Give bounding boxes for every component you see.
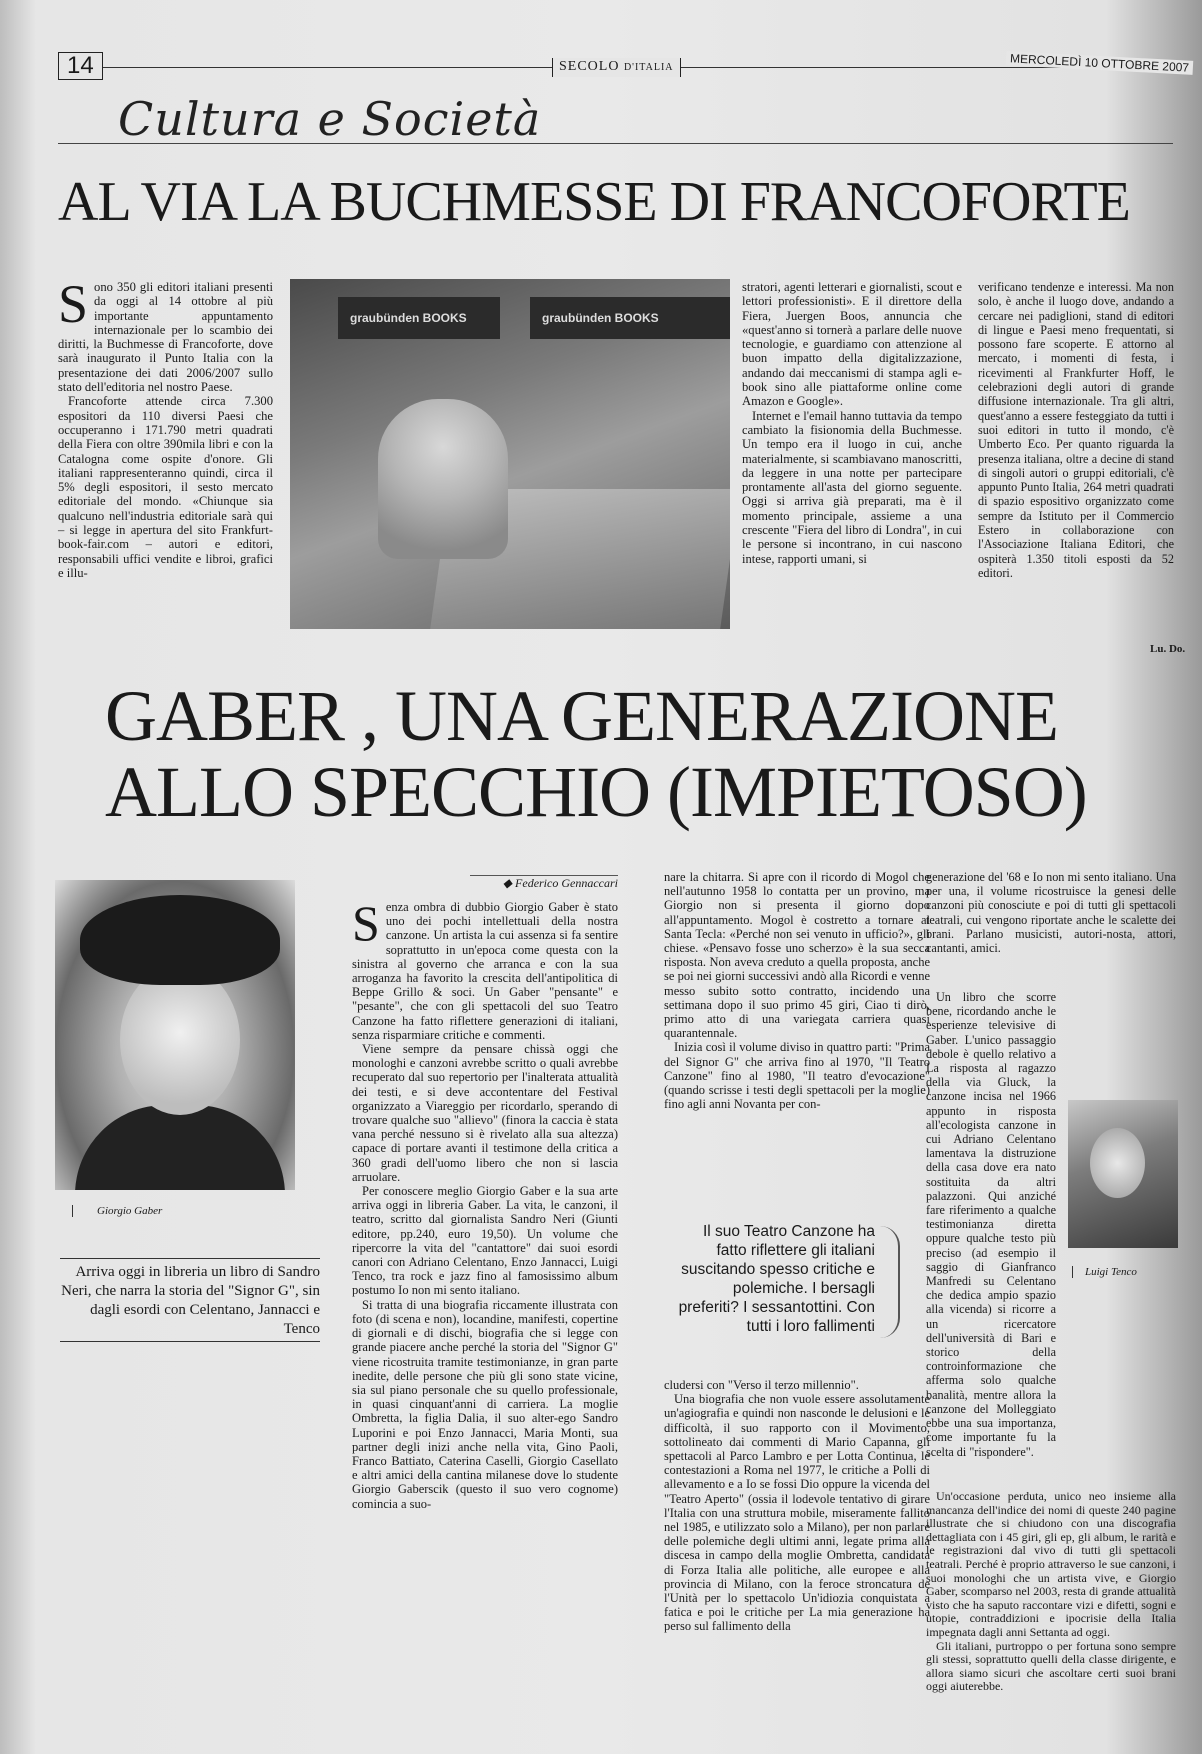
article1-paragraph: ono 350 gli editori italiani presenti da oggi al 14 ottobre al più importante appuntamento internazionale per lo scambio dei diritti, la Buchmesse di Francoforte, dove sarà inaugurato il Punto Italia con la presentazione dei dati 2006/2007 sullo stato dell'editoria nel nostro Paese.: [58, 280, 273, 395]
article2-paragraph: Inizia così il volume diviso in quattro parti: "Prima del Signor G" che arriva fino al 1970, "Il Teatro Canzone" fino al 1980, "Il teatro d'evocazione" (quando scrisse i testi degli spettacoli per la moglie) fino agli anni Novanta per con-: [664, 1040, 930, 1112]
section-title: Cultura e Società: [118, 92, 542, 146]
publication-name: [552, 58, 681, 77]
article1-paragraph: verificano tendenze e interessi. Ma non solo, è anche il luogo dove, andando a cercare nei padiglioni, stand di editori di lingue e Paesi meno frequentati, si possono fare scoperte. E attorno al mercato, i momenti di festa, i ricevimenti al Frankfurter Hoff, le celebrazioni degli autori di grande diffusione internazionale. Tra gli altri, quest'anno a essere festeggiato da tutti i suoi editori in tutto il mondo, c'è Umberto Eco. Per quanto riguarda la presenza italiana, oltre a decine di stand di singoli autori o gruppi editoriali, c'è appunto Punto Italia, 264 metri quadrati di spazio espositivo organizzato come sempre da Istituto per il Commercio Estero in collaborazione con l'Associazione Italiana Editori, che ospiterà 1.350 titoli esposti da 52 editori.: [978, 280, 1174, 580]
article2-paragraph: Si tratta di una biografia riccamente illustrata con foto (di scena e non), locandine, manifesti, copertine di giornali e di dischi, biografia che si legge con grande piacere anche perché la storia del "Signor G" viene ricostruita tramite testimonianze, in gran parte inedite, delle persone che più gli sono state vicine, sia sul piano personale che su quello professionale, in quasi cinquant'anni di carriera. La moglie Ombretta, la figlia Dalia, il suo alter-ego Sandro Luporini e poi Enzo Jannacci, Maria Monti, sua partner degli inizi anche nella vita, Gino Paoli, Franco Battiato, Caterina Caselli, Giorgio Casellato e altri amici della cantina milanese dove lo studente Giorgio Gaberscik (questo il suo vero cognome) comincia a suo-: [352, 1297, 618, 1511]
article2-column3-middle: [926, 990, 1056, 1459]
byline-author: Federico Gennaccari: [515, 876, 618, 890]
gaber-photo: [55, 880, 295, 1190]
article1-paragraph: stratori, agenti letterari e giornalisti, scout e lettori professionisti». E il direttore della Fiera, Juergen Boos, annuncia che «quest'anno si tornerà a parlare delle nuove tecnologie, e guardiamo con attenzione al buon impatto della digitalizzazione, andando dai meccanismi di stampa agli e-book sino alle piattaforme online come Amazon e Google».: [742, 280, 962, 409]
photo-banner-left: graubünden BOOKS: [338, 297, 500, 339]
article1-dropcap: S: [58, 274, 89, 334]
gaber-coat: [75, 1105, 285, 1190]
article2-paragraph: cludersi con "Verso il terzo millennio".: [664, 1378, 859, 1392]
tenco-face: [1090, 1128, 1145, 1198]
publication-small: D'ITALIA: [623, 62, 674, 73]
pullquote-brace: [880, 1226, 900, 1338]
pullquote-right: Il suo Teatro Canzone ha fatto riflettere gli italiani suscitando spesso critiche e polemiche. I bersagli preferiti? I sessantottini. Con tutti i loro fallimenti: [678, 1223, 875, 1335]
article2-paragraph: Per conoscere meglio Giorgio Gaber e la sua arte arriva oggi in libreria Gaber. La vita, le canzoni, il teatro, scritto dal giornalista Sandro Neri (Giunti editore, pp.240, euro 19,50). Un volume che ripercorre la vita del "cantattore" dai suoi esordi canori con Adriano Celentano, Enzo Jannacci, Luigi Tenco, tra rock e jazz fino al famosissimo album postumo Io non mi sento italiano.: [352, 1184, 618, 1298]
article2-paragraph: Un libro che scorre bene, ricordando anche le esperienze televisive di Gaber. L'unico passaggio debole è quello relativo a La risposta al ragazzo della via Gluck, la canzone incisa nel 1966 appunto in risposta all'ecologista canzone in cui Adriano Celentano lamentava la distruzione della casa dove era nato sostituita da altri palazzoni. Qui anziché fare riferimento a qualche testimonianza diretta oppure qualche testo più preciso (ad esempio il saggio di Gianfranco Manfredi su Celentano che dedica ampio spazio alla vicenda) si ricorre a un ricercatore dell'università di Bari e storico della controinformazione che afferma solo qualche banalità, mentre allora la canzone del Molleggiato ebbe una sua importanza, come importante fu la scelta di "rispondere".: [926, 990, 1056, 1459]
article2-column2-bottom: [664, 1378, 930, 1634]
article2-paragraph: generazione del '68 e Io non mi sento italiano. Una per una, il volume ricostruisce la genesi delle canzoni più conosciute e poi di tutti gli spettacoli teatrali, cui vengono riportate anche le scalette dei brani. Parlano musicisti, autori-nosta, attori, cantanti, amici.: [926, 870, 1176, 956]
article2-column1: [352, 895, 618, 1511]
article2-column3-bottom: [926, 1490, 1176, 1694]
page-number: 14: [58, 52, 103, 80]
gaber-photo-caption: Giorgio Gaber: [72, 1205, 162, 1217]
visitor-figure: [378, 399, 508, 559]
publication-main: SECOLO: [559, 59, 620, 74]
article2-paragraph: nare la chitarra. Si apre con il ricordo di Mogol che nell'autunno 1958 lo contatta per un provino, ma Giorgio non si presenta il giorno dopo all'appuntamento. Mogol è costretto a tornare al Santa Tecla: «Perché non sei venuto in ufficio?», gli chiese. «Pensavo fosse uno scherzo» è la sua secca risposta. Non aveva creduto a quella proposta, anche se poi nei giorni successivi andò alla Ricordi e venne messo subito sotto contratto, incidendo una settimana dopo il suo primo 45 giri, Ciao ti dirò, primo atto di una variegata carriera quasi quarantennale.: [664, 870, 930, 1041]
section-rule: [58, 143, 1173, 144]
article1-column3: [742, 280, 962, 566]
byline: ◆ Federico Gennaccari: [470, 875, 618, 891]
headline-line1: GABER , UNA GENERAZIONE: [105, 676, 1058, 756]
tenco-photo: [1068, 1100, 1178, 1248]
article2-dropcap: S: [352, 895, 380, 951]
article1-paragraph: Internet e l'email hanno tuttavia da tempo cambiato la fisionomia della Buchmesse. Un tempo era il luogo in cui, anche materialmente, si scambiavano manoscritti, da leggere in una notte per partecipare prontamente all'asta del giorno seguente. Oggi si arriva già preparati, ma è il momento principale, assieme a una crescente "Fiera del libro di Londra", in cui le persone si incontrano, in cui nascono intese, rapporti umani, si: [742, 408, 962, 566]
article1-headline: AL VIA LA BUCHMESSE DI FRANCOFORTE: [58, 171, 1130, 233]
article2-paragraph: enza ombra di dubbio Giorgio Gaber è stato uno dei pochi intellettuali della nostra canzone. Un artista la cui assenza si fa sentire soprattutto in un'epoca come questa con la sinistra al governo che arranca e con la sua arroganza ha favorito la crescita dell'antipolitica di Beppe Grillo & soci. Un Gaber "pensante" e "pesante", che con gli spettacoli del suo Teatro Canzone ha fatto riflettere generazioni di italiani, senza risparmiare critiche e commenti.: [352, 900, 618, 1042]
article2-column3-top: [926, 870, 1176, 955]
article2-headline: [105, 678, 1185, 830]
buchmesse-photo: [290, 279, 730, 629]
article2-column2-top: [664, 870, 930, 1111]
article1-paragraph: Francoforte attende circa 7.300 espositori da 110 diversi Paesi che occuperanno i 171.790 metri quadrati della Fiera con oltre 390mila libri e con la Catalogna come ospite d'onore. Gli italiani rappresenteranno quindi, circa il 5% degli espositori, il sesto mercato editoriale del mondo. «Chiunque sia qualcuno nell'industria editoriale sarà qui – si legge in apertura del sito Frankfurt-book-fair.com – autori e editori, responsabili uffici vendite e libroi, grafici e illu-: [58, 394, 273, 580]
photo-banner-right: graubünden BOOKS: [530, 297, 730, 339]
gaber-hat: [80, 895, 280, 985]
article1-signature: Lu. Do.: [1150, 643, 1186, 655]
article2-paragraph: Una biografia che non vuole essere assolutamente un'agiografia e quindi non nasconde le delusioni e le difficoltà, il suo rapporto con il Movimento, sottolineato dai commenti di Mario Capanna, gli spettacoli al Parco Lambro e per Lotta Continua, le contestazioni a Roma nel 1977, le critiche a Polli di allevamento e a Io se fossi Dio oppure la vicenda del "Teatro Aperto" (ossia il lodevole tentativo di girare l'Italia con una struttura mobile, miseramente fallito nel 1985, e utilizzato solo a Milano), per non parlare delle polemiche degli ultimi anni, legate prima alla discesa in campo della moglie Ombretta, candidata di Forza Italia alle politiche, alle europee e alla provincia di Milano, con la feroce stroncatura de l'Unità per lo spettacolo Un'idiozia conquistata a fatica e poi le critiche per La mia generazione ha perso sul fallimento della: [664, 1392, 930, 1634]
gaber-face: [120, 965, 240, 1115]
article2-paragraph: Un'occasione perduta, unico neo insieme alla mancanza dell'indice dei nomi di queste 240 pagine illustrate che si chiudono con una discografia dettagliata con i 45 giri, gli ep, gli album, le rarità e le registrazioni dal vivo di tutti gli spettacoli teatrali. Perché è proprio attraverso le sue canzoni, i suoi monologhi che un artista vive, e Giorgio Gaber, scomparso nel 2003, resta di grande attualità visto che ha saputo raccontare vizi e difetti, sogni e utopie, contraddizioni e ipocrisie della Italia impegnata dagli anni Settanta ad oggi.: [926, 1489, 1176, 1639]
pullquote-left: Arriva oggi in libreria un libro di Sandro Neri, che narra la storia del "Signor G", sin dagli esordi con Celentano, Jannacci e Tenco: [60, 1258, 320, 1342]
headline-line2: ALLO SPECCHIO (IMPIETOSO): [105, 752, 1087, 832]
article2-paragraph: Viene sempre da pensare chissà oggi che monologhi e canzoni avrebbe scritto o quali avrebbe recuperato dal suo repertorio per l'inalterata attualità dei testi, e si deve accontentare del Festival organizzato a Viareggio per ricordarlo, sperando di trovare qualche suo "allievo" (finora la caccia è stata vana perché nessuno si è rivelato alla sua altezza) capace di portare avanti il testimone della critica a 360 gradi dell'uomo libero che non si lascia arruolare.: [352, 1042, 618, 1184]
article1-column4: [978, 280, 1174, 580]
article1-column1: [58, 274, 273, 580]
tenco-photo-caption: Luigi Tenco: [1072, 1266, 1137, 1278]
article2-paragraph: Gli italiani, purtroppo o per fortuna sono sempre gli stessi, soprattutto quelli della classe dirigente, e allora siamo sicuri che ascoltare certi suoi brani oggi aiuterebbe.: [926, 1638, 1176, 1694]
issue-date: MERCOLEDÌ 10 OTTOBRE 2007: [1006, 51, 1194, 75]
